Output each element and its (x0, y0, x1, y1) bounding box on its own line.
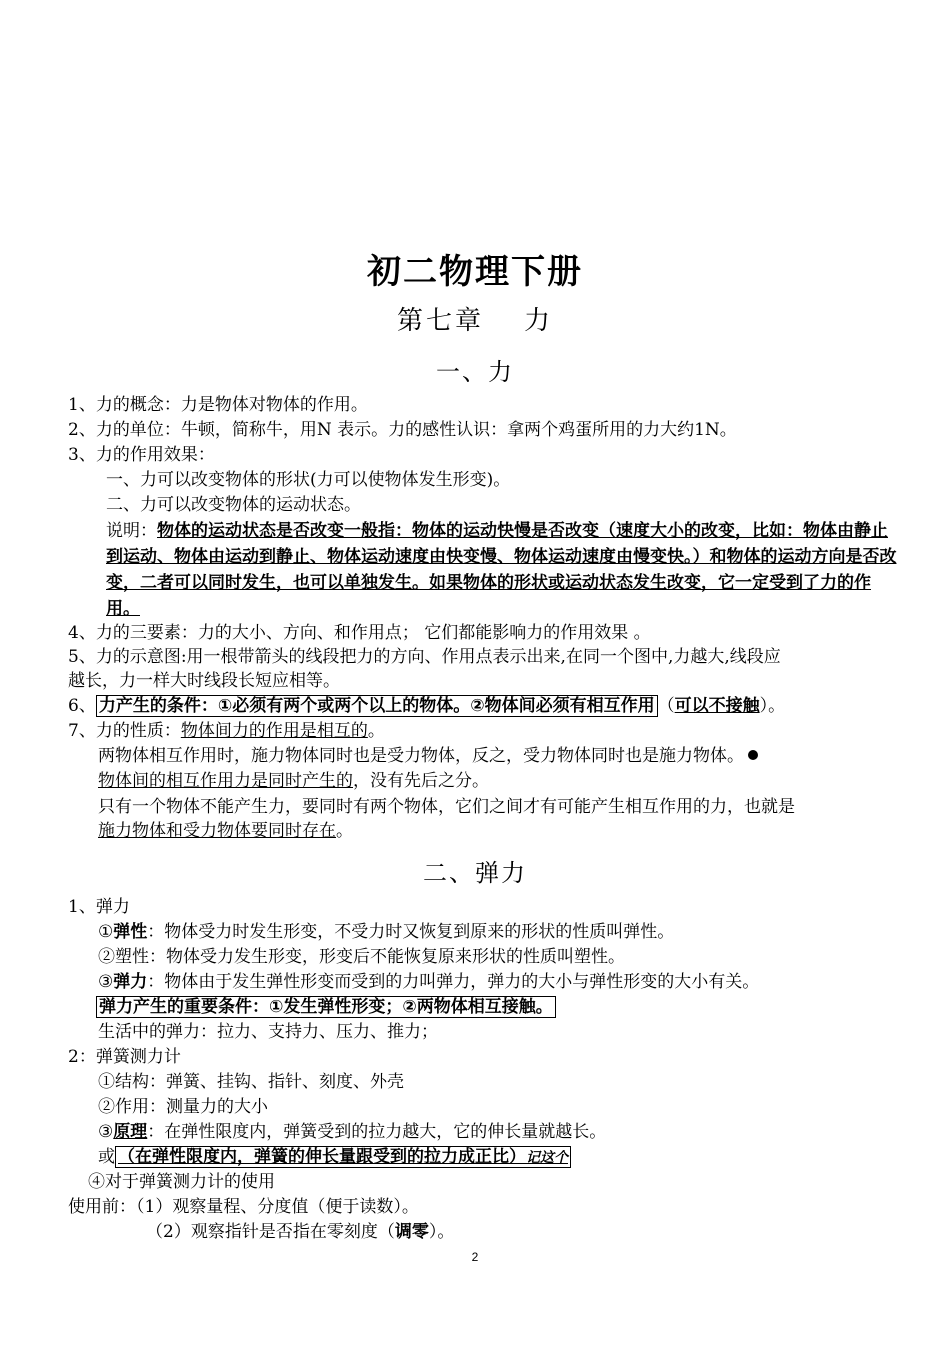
item-principle (98, 1120, 606, 1144)
item-before-use-2 (146, 1220, 454, 1244)
item-force-effects: 3、力的作用效果： (68, 445, 215, 465)
coexist-end: 。 (336, 821, 353, 841)
section-heading-force: 一、力 (436, 358, 514, 386)
simultaneous-rest: ，没有先后之分。 (353, 771, 489, 791)
nature-end: 。 (367, 721, 385, 741)
item-mutual-action (98, 744, 758, 768)
item-plasticity: ②塑性：物体受力发生形变，形变后不能恢复原来形状的性质叫塑性。 (98, 947, 625, 967)
item-two-objects: 只有一个物体不能产生力，要同时有两个物体，它们之间才有可能产生相互作用的力，也就是 (98, 797, 795, 817)
item-three-elements: 4、力的三要素：力的大小、方向、和作用点； 它们都能影响力的作用效果 。 (68, 623, 651, 643)
item-principle-alt (98, 1145, 571, 1170)
chapter-heading (0, 300, 950, 337)
item-function: ②作用：测量力的大小 (98, 1097, 268, 1117)
document-title: 初二物理下册 (367, 252, 583, 292)
item-force-nature (68, 719, 385, 743)
term-elastic-force: 弹力 (113, 972, 148, 992)
item-force-concept: 1、力的概念：力是物体对物体的作用。 (68, 395, 368, 415)
chapter-name: 力 (524, 306, 554, 336)
item-coexist (98, 819, 353, 843)
note-label: 说明： (106, 521, 157, 541)
mutual-action-text: 两物体相互作用时，施力物体同时也是受力物体，反之，受力物体同时也是施力物体。 (98, 746, 744, 766)
item-number: 6、 (68, 696, 96, 716)
circle-number: ③ (98, 1122, 114, 1142)
nature-prefix: 7、力的性质： (68, 721, 181, 741)
conditions-boxed: 力产生的条件：①必须有两个或两个以上的物体。②物体间必须有相互作用 (96, 695, 658, 717)
item-force-conditions (68, 694, 785, 718)
hooke-law-boxed (115, 1146, 571, 1168)
item-force-unit: 2、力的单位：牛顿，简称牛，用N 表示。力的感性认识：拿两个鸡蛋所用的力大约1N。 (68, 420, 737, 440)
nature-underlined: 物体间力的作用是相互的 (180, 721, 368, 741)
section-heading-elastic-force: 二、弹力 (423, 859, 527, 887)
term-zero-adjust: 调零 (394, 1222, 429, 1242)
hooke-law-text: （在弹性限度内，弹簧的伸长量跟受到的拉力成正比） (118, 1147, 526, 1167)
zero-check-end: ）。 (428, 1222, 455, 1242)
circle-number: ① (98, 922, 114, 942)
paren-close: ）。 (759, 696, 786, 716)
item-structure: ①结构：弹簧、挂钩、指针、刻度、外壳 (98, 1072, 404, 1092)
paren-open: （ (657, 696, 675, 716)
principle-text: ：在弹性限度内，弹簧受到的拉力越大，它的伸长量就越长。 (147, 1122, 607, 1142)
note-text: 物体的运动状态是否改变一般指：物体的运动快慢是否改变（速度大小的改变，比如：物体由静止到运动、物体由运动到静止、物体运动速度由快变慢、物体运动速度由慢变快。）和物体的运动方向是否改变，二者可以同时发生，也可以单独发生。如果物体的形状或运动状态发生改变，它一定受到了力的作用。 (106, 521, 897, 619)
elastic-force-definition: ：物体由于发生弹性形变而受到的力叫弹力，弹力的大小与弹性形变的大小有关。 (147, 972, 760, 992)
item-elasticity (98, 920, 674, 944)
or-prefix: 或 (98, 1147, 115, 1167)
bullet-dot (748, 750, 758, 760)
simultaneous-underlined: 物体间的相互作用力是同时产生的 (98, 771, 353, 791)
item-effect-motion: 二、力可以改变物体的运动状态。 (106, 495, 361, 515)
page-number: 2 (471, 1250, 479, 1264)
term-principle: 原理 (113, 1122, 148, 1142)
item-elastic-force: 1、弹力 (68, 897, 130, 917)
explanation-note (106, 518, 898, 622)
memorize-note: 记这个 (526, 1150, 568, 1166)
item-force-diagram-line2: 越长，力一样大时线段长短应相等。 (68, 671, 340, 691)
item-elastic-force-def (98, 970, 759, 994)
elasticity-definition: ：物体受力时发生形变，不受力时又恢复到原来的形状的性质叫弹性。 (147, 922, 675, 942)
item-spring-scale: 2：弹簧测力计 (68, 1047, 181, 1067)
item-usage: ④对于弹簧测力计的使用 (88, 1172, 275, 1192)
item-simultaneous (98, 769, 489, 793)
coexist-underlined: 施力物体和受力物体要同时存在 (98, 821, 336, 841)
item-everyday-elastic: 生活中的弹力：拉力、支持力、压力、推力； (98, 1022, 438, 1042)
zero-check-text: （2）观察指针是否指在零刻度（ (146, 1222, 395, 1242)
item-elastic-conditions (96, 995, 556, 1019)
term-elasticity: 弹性 (113, 922, 148, 942)
elastic-conditions-boxed: 弹力产生的重要条件：①发生弹性形变；②两物体相互接触。 (96, 996, 556, 1018)
item-force-diagram-line1: 5、力的示意图:用一根带箭头的线段把力的方向、作用点表示出来,在同一个图中,力越大,线段应 (68, 647, 781, 667)
circle-number: ③ (98, 972, 114, 992)
item-effect-shape: 一、力可以改变物体的形状(力可以使物体发生形变)。 (106, 470, 511, 490)
chapter-prefix: 第七章 (396, 306, 484, 336)
no-contact-note: 可以不接触 (674, 696, 760, 716)
item-before-use-1: 使用前：（1）观察量程、分度值（便于读数）。 (68, 1197, 419, 1217)
